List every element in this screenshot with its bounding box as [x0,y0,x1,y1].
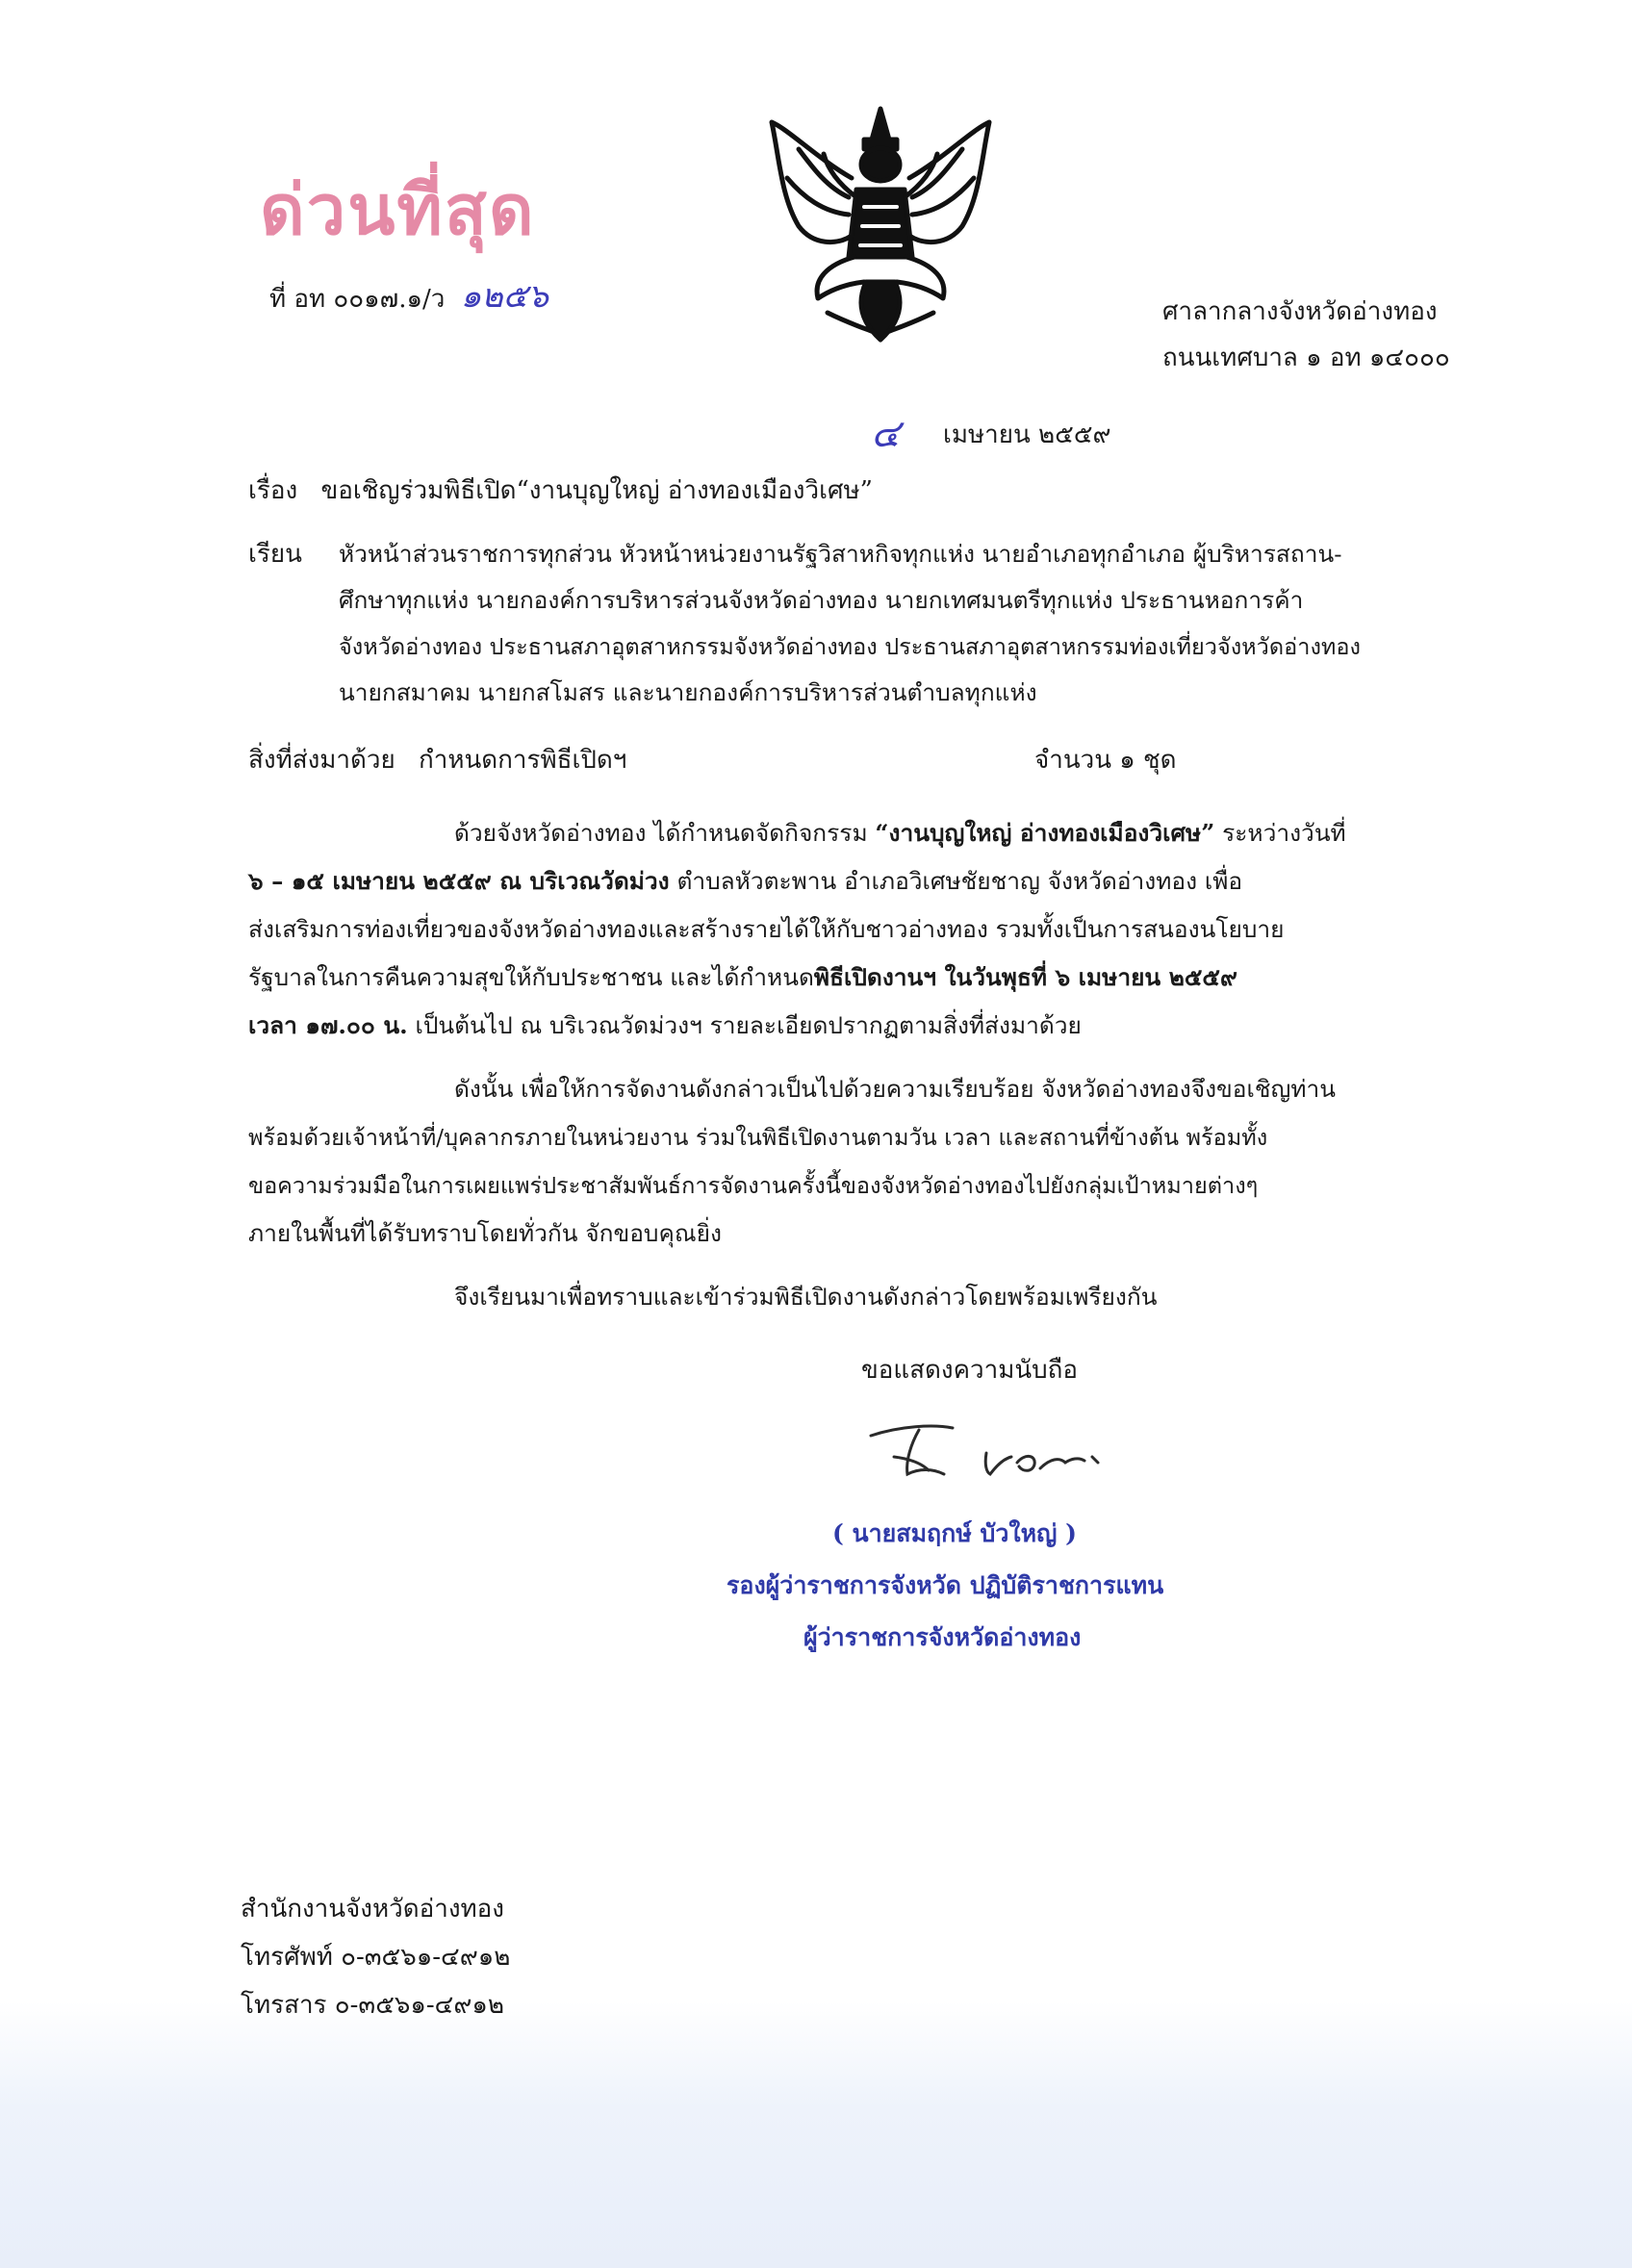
contact-phone: โทรศัพท์ ๐-๓๕๖๑-๔๙๑๒ [241,1943,511,1972]
recipients-label: เรียน [248,540,302,569]
closing-salutation: ขอแสดงความนับถือ [861,1356,1078,1385]
reference-number: ที่ อท ๐๐๑๗.๑/ว ๑๒๕๖ [269,277,548,316]
paragraph-2-line: ขอความร่วมมือในการเผยแพร่ประชาสัมพันธ์การจัดงานครั้งนี้ของจังหวัดอ่างทองไปยังกลุ่มเป้าหมายต่างๆ [248,1172,1259,1199]
enclosure-quantity: จำนวน ๑ ชุด [1034,746,1177,775]
garuda-emblem-icon [760,101,1001,346]
paragraph-2-line: ภายในพื้นที่ได้รับทราบโดยทั่วกัน จักขอบคุณยิ่ง [248,1219,722,1247]
contact-fax: โทรสาร ๐-๓๕๖๑-๔๙๑๒ [241,1991,505,2020]
office-address: ถนนเทศบาล ๑ อท ๑๔๐๐๐ [1162,344,1450,372]
paragraph-1-line: ๖ – ๑๕ เมษายน ๒๕๕๙ ณ บริเวณวัดม่วง ตำบลหัวตะพาน อำเภอวิเศษชัยชาญ จังหวัดอ่างทอง เพื่อ [248,867,1243,895]
closing-paragraph: จึงเรียนมาเพื่อทราบและเข้าร่วมพิธีเปิดงานดังกล่าวโดยพร้อมเพรียงกัน [454,1283,1158,1311]
handwritten-ref-number: ๑๒๕๖ [460,277,548,316]
recipients-line: หัวหน้าส่วนราชการทุกส่วน หัวหน้าหน่วยงานรัฐวิสาหกิจทุกแห่ง นายอำเภอทุกอำเภอ ผู้บริหารสถาน- [339,540,1342,568]
office-name: ศาลากลางจังหวัดอ่างทอง [1162,297,1438,326]
date-day-handwritten: ๔ [871,412,901,456]
paragraph-1-line: เวลา ๑๗.๐๐ น. เป็นต้นไป ณ บริเวณวัดม่วงฯ รายละเอียดปรากฏตามสิ่งที่ส่งมาด้วย [248,1011,1082,1039]
signature-icon [861,1414,1150,1491]
scan-shading [0,2001,1632,2268]
signer-title: รองผู้ว่าราชการจังหวัด ปฏิบัติราชการแทน [727,1571,1164,1599]
recipients-line: จังหวัดอ่างทอง ประธานสภาอุตสาหกรรมจังหวัดอ่างทอง ประธานสภาอุตสาหกรรมท่องเที่ยวจังหวัดอ่างทอง [339,633,1361,660]
paragraph-1-line: รัฐบาลในการคืนความสุขให้กับประชาชน และได้กำหนดพิธีเปิดงานฯ ในวันพุธที่ ๖ เมษายน ๒๕๕๙ [248,963,1237,991]
enclosure-item: กำหนดการพิธีเปิดฯ [419,746,627,775]
enclosure-line [248,741,626,779]
date-month-year: เมษายน ๒๕๕๙ [943,420,1111,449]
recipients-line: นายกสมาคม นายกสโมสร และนายกองค์การบริหารส่วนตำบลทุกแห่ง [339,678,1037,706]
paragraph-2-line: พร้อมด้วยเจ้าหน้าที่/บุคลากรภายในหน่วยงาน ร่วมในพิธีเปิดงานตามวัน เวลา และสถานที่ข้างต้น พร้อมทั้ง [248,1124,1268,1151]
signer-title: ผู้ว่าราชการจังหวัดอ่างทอง [803,1623,1082,1651]
urgency-stamp: ด่วนที่สุด [260,169,536,250]
recipients-line: ศึกษาทุกแห่ง นายกองค์การบริหารส่วนจังหวัดอ่างทอง นายกเทศมนตรีทุกแห่ง ประธานหอการค้า [339,586,1304,614]
paragraph-2-line: ดังนั้น เพื่อให้การจัดงานดังกล่าวเป็นไปด้วยความเรียบร้อย จังหวัดอ่างทองจึงขอเชิญท่าน [454,1075,1337,1103]
subject-label: เรื่อง [248,476,298,505]
subject-text: ขอเชิญร่วมพิธีเปิด“งานบุญใหญ่ อ่างทองเมืองวิเศษ” [320,476,873,505]
paragraph-1-line: ส่งเสริมการท่องเที่ยวของจังหวัดอ่างทองและสร้างรายได้ให้กับชาวอ่างทอง รวมทั้งเป็นการสนองนโยบาย [248,915,1285,943]
signer-name: ( นายสมฤกษ์ บัวใหญ่ ) [832,1519,1077,1547]
paragraph-1-line: ด้วยจังหวัดอ่างทอง ได้กำหนดจัดกิจกรรม “งานบุญใหญ่ อ่างทองเมืองวิเศษ” ระหว่างวันที่ [454,819,1346,847]
enclosure-label: สิ่งที่ส่งมาด้วย [248,746,395,775]
subject-line [248,471,873,510]
contact-office: สำนักงานจังหวัดอ่างทอง [241,1895,504,1924]
